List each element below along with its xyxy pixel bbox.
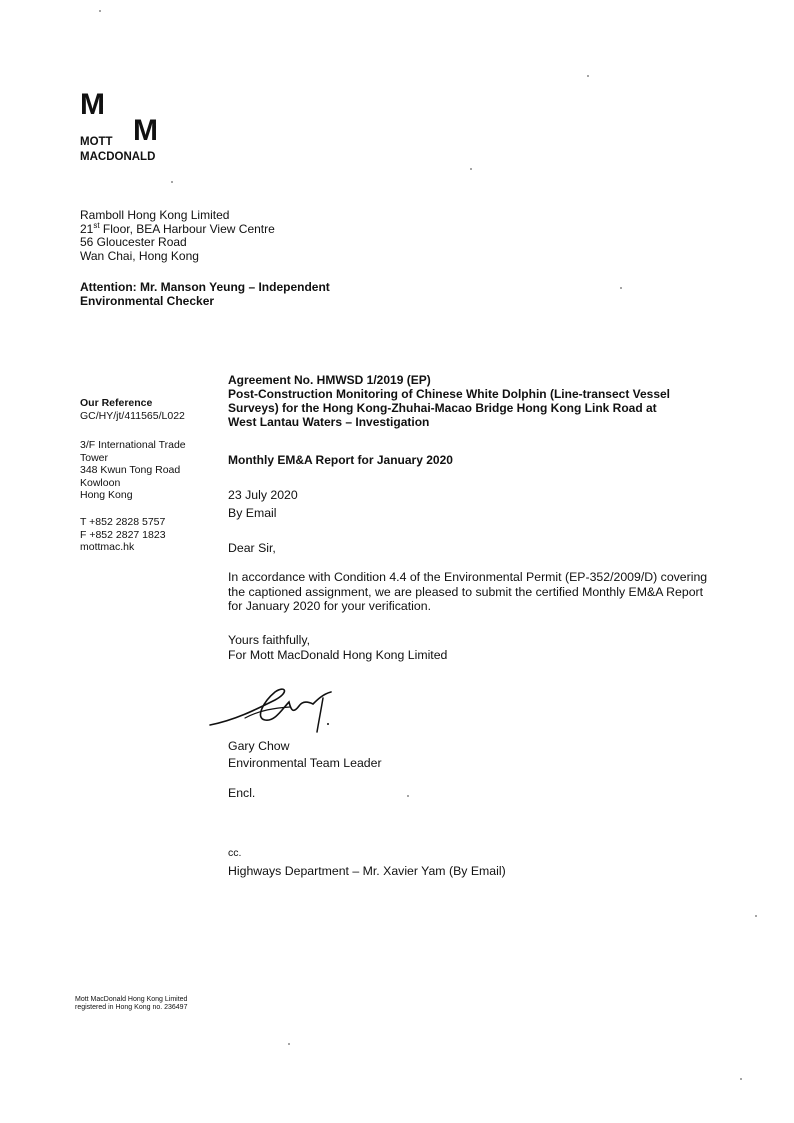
telephone: T +852 2828 5757	[80, 516, 166, 528]
reference-value: GC/HY/jt/411565/L022	[80, 409, 185, 422]
recipient-street: 56 Gloucester Road	[80, 235, 187, 249]
cc-label: cc.	[228, 847, 242, 859]
body-line: for January 2020 for your verification.	[228, 599, 432, 613]
floor-suffix: st	[93, 220, 100, 230]
sidebar-reference	[80, 397, 185, 422]
scan-speck	[620, 287, 622, 289]
enclosure: Encl.	[228, 786, 256, 800]
website: mottmac.hk	[80, 541, 135, 553]
closing-block	[228, 633, 447, 662]
report-title: Monthly EM&A Report for January 2020	[228, 453, 453, 467]
agreement-number: Agreement No. HMWSD 1/2019 (EP)	[228, 373, 431, 387]
cc-block	[228, 846, 506, 878]
recipient-address	[80, 209, 275, 263]
letter-delivery: By Email	[228, 505, 277, 520]
logo-letter-top: M	[80, 88, 105, 121]
office-address-line: 348 Kwun Tong Road	[80, 464, 181, 476]
scan-speck	[755, 915, 757, 917]
floor-rest: Floor, BEA Harbour View Centre	[99, 221, 275, 236]
reference-label: Our Reference	[80, 397, 153, 409]
body-line: the captioned assignment, we are pleased to submit the certified Monthly EM&A Report	[228, 584, 704, 599]
handwritten-signature	[205, 680, 355, 740]
recipient-floor	[80, 220, 275, 237]
scan-speck	[99, 10, 101, 12]
floor-number: 21	[80, 221, 94, 236]
subject-block	[228, 373, 670, 429]
scan-speck	[407, 795, 409, 797]
logo-word-macdonald: MACDONALD	[80, 151, 156, 163]
letter-date-block	[228, 488, 298, 520]
attention-block	[80, 280, 330, 308]
cc-value: Highways Department – Mr. Xavier Yam (By Email)	[228, 863, 506, 878]
scan-speck	[740, 1078, 742, 1080]
footer-line-2: registered in Hong Kong no. 236497	[75, 1004, 188, 1011]
logo-word-mott: MOTT	[80, 136, 113, 148]
sidebar-contact	[80, 516, 166, 554]
scan-speck	[470, 168, 472, 170]
attention-line-2: Environmental Checker	[80, 294, 215, 308]
scan-speck	[587, 75, 589, 77]
attention-line-1: Attention: Mr. Manson Yeung – Independent	[80, 280, 330, 294]
letter-body	[228, 570, 707, 614]
office-address-line: Hong Kong	[80, 489, 133, 501]
closing: Yours faithfully,	[228, 633, 311, 647]
office-address-line: Kowloon	[80, 476, 121, 489]
fax: F +852 2827 1823	[80, 528, 166, 541]
office-address-line: 3/F International Trade	[80, 439, 186, 451]
signer-block	[228, 739, 382, 770]
signer-title: Environmental Team Leader	[228, 755, 382, 770]
logo-letter-bottom: M	[133, 114, 158, 147]
salutation: Dear Sir,	[228, 541, 276, 555]
office-address-line: Tower	[80, 451, 109, 464]
sidebar-office-address	[80, 439, 186, 502]
recipient-district: Wan Chai, Hong Kong	[80, 248, 199, 263]
scan-speck	[171, 181, 173, 183]
recipient-name: Ramboll Hong Kong Limited	[80, 208, 230, 222]
subject-title-line: West Lantau Waters – Investigation	[228, 415, 430, 429]
footer-line-1: Mott MacDonald Hong Kong Limited	[75, 996, 188, 1003]
closing-company: For Mott MacDonald Hong Kong Limited	[228, 647, 448, 662]
footer-registration	[75, 996, 187, 1012]
scan-speck	[288, 1043, 290, 1045]
letter-date: 23 July 2020	[228, 488, 298, 502]
body-line: In accordance with Condition 4.4 of the Environmental Permit (EP-352/2009/D) covering	[228, 570, 708, 584]
subject-title-line: Surveys) for the Hong Kong-Zhuhai-Macao Bridge Hong Kong Link Road at	[228, 401, 657, 415]
subject-title-line: Post-Construction Monitoring of Chinese White Dolphin (Line-transect Vessel	[228, 387, 671, 401]
signer-name: Gary Chow	[228, 739, 290, 753]
